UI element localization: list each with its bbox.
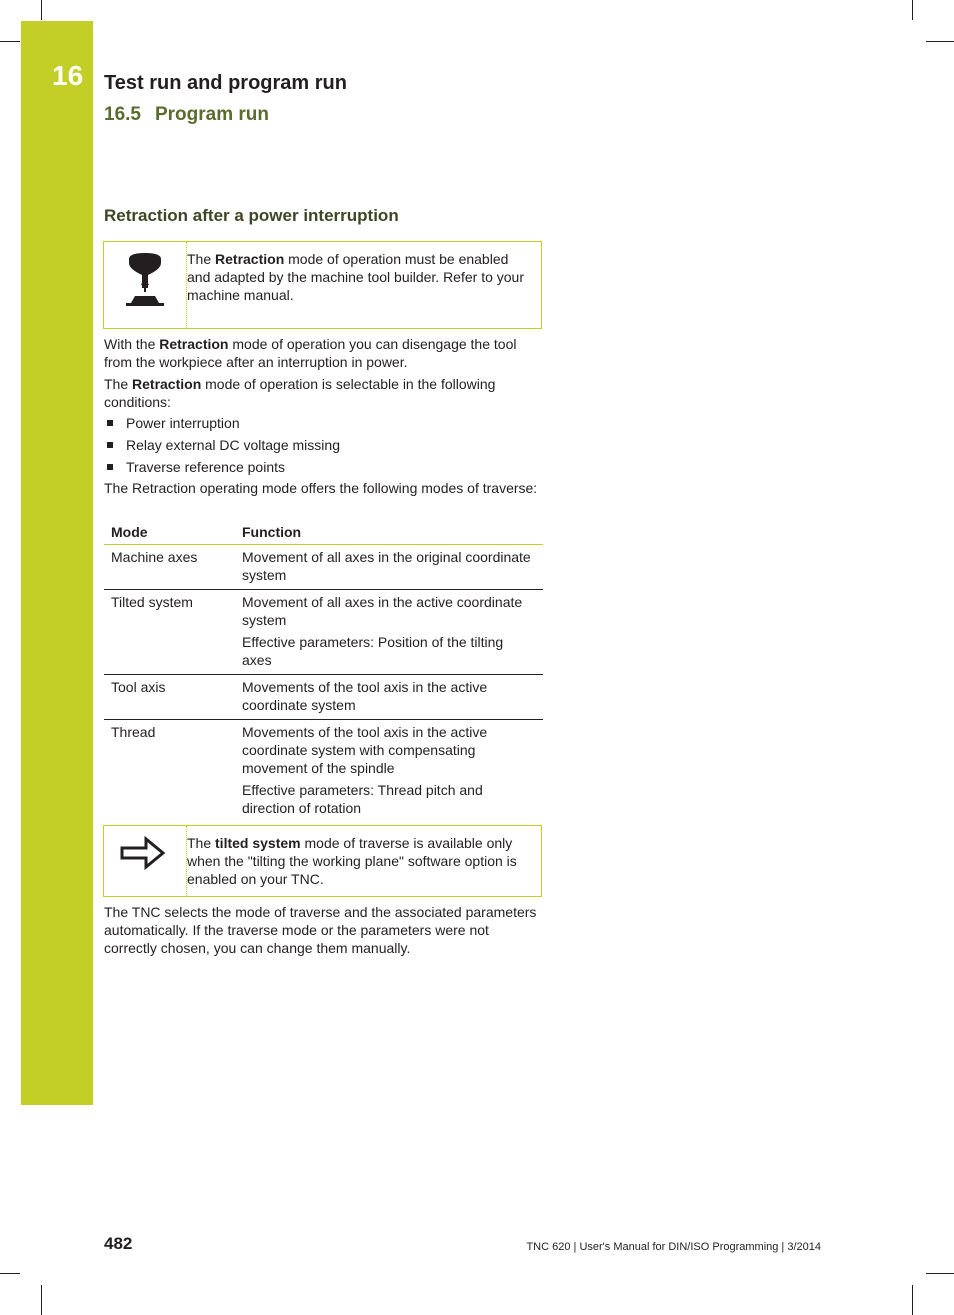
- bullet-square-icon: [107, 442, 113, 448]
- note-keyword: tilted system: [215, 835, 301, 851]
- chapter-sidebar: [21, 21, 93, 1105]
- note-text-post: mode of traverse is available only when the "tilting the working plane" software option is enabled on your TNC.: [187, 835, 517, 887]
- machine-tool-icon: [120, 252, 170, 308]
- function-text: Effective parameters: Position of the tilting axes: [242, 634, 504, 668]
- list-item-text: Power interruption: [126, 415, 240, 431]
- table-row: [104, 720, 543, 823]
- list-item: [104, 414, 240, 432]
- tip-note-box: [103, 825, 542, 897]
- note-keyword: Retraction: [215, 251, 285, 267]
- paragraph: [104, 335, 544, 371]
- footer-text: TNC 620 | User's Manual for DIN/ISO Programming | 3/2014: [526, 1241, 821, 1253]
- function-text: Movement of all axes in the active coordinate system: [242, 594, 523, 628]
- table-cell-mode: Tilted system: [104, 590, 235, 675]
- para-keyword: Retraction: [159, 336, 229, 352]
- table-cell-function: [235, 720, 543, 823]
- crop-mark: [926, 1273, 954, 1274]
- table-cell-mode: Machine axes: [104, 545, 235, 590]
- crop-mark: [41, 0, 42, 20]
- note-text-post: mode of operation must be enabled and adapted by the machine tool builder. Refer to your machine manual.: [187, 251, 524, 303]
- note-text: [187, 250, 533, 304]
- para-pre: With the: [104, 336, 160, 352]
- page-number: 482: [104, 1234, 133, 1253]
- chapter-title: Test run and program run: [104, 72, 347, 94]
- paragraph: [104, 375, 544, 411]
- list-item: [104, 458, 285, 476]
- crop-mark: [926, 41, 954, 42]
- crop-mark: [912, 1285, 913, 1315]
- list-item-text: Relay external DC voltage missing: [126, 437, 340, 453]
- crop-mark: [912, 0, 913, 20]
- list-item-text: Traverse reference points: [126, 459, 285, 475]
- note-text: [187, 834, 533, 888]
- function-text: Effective parameters: Thread pitch and direction of rotation: [242, 782, 483, 816]
- table-header-function: Function: [235, 521, 543, 545]
- table-cell-function: [235, 675, 543, 720]
- para-post: mode of operation you can disengage the tool from the workpiece after an interruption in power.: [104, 336, 517, 370]
- table-row: [104, 545, 543, 590]
- arrow-right-icon: [120, 836, 166, 870]
- list-item: [104, 436, 340, 454]
- table-row: [104, 675, 543, 720]
- table-cell-function: [235, 545, 543, 590]
- table-header-mode: Mode: [104, 521, 235, 545]
- crop-mark: [0, 1273, 20, 1274]
- section-title: [104, 104, 269, 126]
- table-cell-mode: Thread: [111, 724, 156, 740]
- function-text: Movement of all axes in the original coordinate system: [242, 549, 531, 583]
- para-pre: The: [104, 376, 133, 392]
- table-row: [104, 590, 543, 675]
- subsection-heading: Retraction after a power interruption: [104, 206, 399, 225]
- chapter-number: 16: [52, 60, 84, 91]
- paragraph: The Retraction operating mode offers the following modes of traverse:: [104, 480, 538, 496]
- note-text-pre: The: [187, 251, 216, 267]
- function-text: Movements of the tool axis in the active coordinate system: [242, 679, 488, 713]
- modes-table: [104, 521, 543, 822]
- bullet-square-icon: [107, 464, 113, 470]
- paragraph: The TNC selects the mode of traverse and the associated parameters automatically. If the traverse mode or the parameters were not correctly chosen, you can change them manually.: [104, 904, 537, 956]
- note-text-pre: The: [187, 835, 216, 851]
- table-cell-mode: Tool axis: [104, 675, 235, 720]
- function-text: Movements of the tool axis in the active coordinate system with compensating movement of the spindle: [242, 724, 488, 776]
- machine-note-box: [103, 241, 542, 329]
- para-keyword: Retraction: [132, 376, 202, 392]
- bullet-square-icon: [107, 420, 113, 426]
- section-number: 16.5: [104, 104, 141, 125]
- table-header-row: [104, 521, 543, 545]
- para-post: mode of operation is selectable in the following conditions:: [104, 376, 496, 410]
- table-cell-function: [235, 590, 543, 675]
- crop-mark: [41, 1285, 42, 1315]
- section-title-text: Program run: [154, 104, 270, 125]
- crop-mark: [0, 41, 20, 42]
